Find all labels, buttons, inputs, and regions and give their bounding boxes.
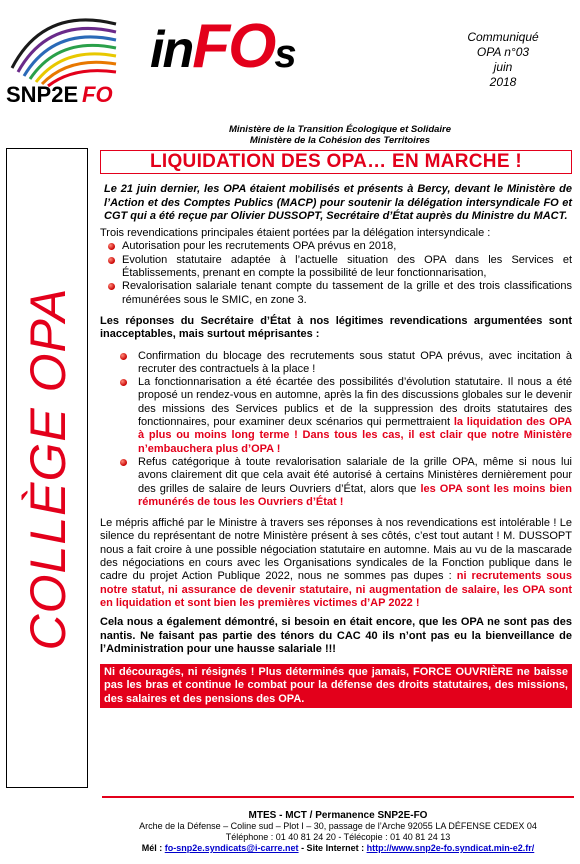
svg-text:FO: FO xyxy=(82,82,113,106)
brand-fo: FO xyxy=(192,12,275,81)
list-item: Confirmation du blocage des recrutements sous statut OPA prévus, avec incitation à recruter des contractuels à la place ! xyxy=(100,350,572,377)
footer-phone: Téléphone : 01 40 81 24 20 - Télécopie : 01 40 81 24 13 xyxy=(225,832,451,842)
svg-text:SNP2E: SNP2E xyxy=(6,82,79,106)
article xyxy=(100,150,572,708)
bullet-icon xyxy=(120,379,127,386)
college-sidebar xyxy=(6,148,88,788)
bullet-icon xyxy=(108,257,115,264)
brand-s: s xyxy=(274,32,295,76)
article-title: LIQUIDATION DES OPA… EN MARCHE ! xyxy=(100,150,572,174)
site-label: - Site Internet : xyxy=(298,843,367,853)
list-item: Revalorisation salariale tenant compte du tassement de la grille et des trois classifications rémunérées sous le SMIC, en zone 3. xyxy=(100,280,572,307)
footer-address: Arche de la Défense – Coline sud – Plot I – 30, passage de l’Arche 92055 LA DÉFENSE CEDEX 04 xyxy=(139,821,537,831)
list-item: Evolution statutaire adaptée à l’actuelle situation des OPA dans les Services et Établissements, prenant en compte la possibilité de leur fonctionnarisation, xyxy=(100,254,572,281)
college-label: COLLÈGE OPA xyxy=(20,287,76,651)
mail-label: Mél : xyxy=(141,843,165,853)
footer xyxy=(100,810,576,854)
communique-label: Communiqué xyxy=(467,30,539,44)
responses-lead: Les réponses du Secrétaire d’État à nos légitimes revendications argumentées sont inacceptables, mais surtout méprisantes : xyxy=(100,314,572,341)
ministries xyxy=(110,124,570,146)
claims-list xyxy=(100,240,572,306)
ministry-line-2: Ministère de la Cohésion des Territoires xyxy=(249,135,431,146)
list-item: La fonctionnarisation a été écartée des possibilités d’évolution statutaire. Il nous a été proposé un rendez-vous en automne, après la fin des discussions globales sur le devenir des missions des Services publics et de la suppression des droits statutaires des fonctionnaires, pour examiner deux scénarios qui permettraient la liquidation des OPA à plus ou moins long terme ! Dans tous les cas, il est clair que notre Ministère n’embauchera plus d’OPA ! xyxy=(100,376,572,456)
mail-link[interactable]: fo-snp2e.syndicats@i-carre.net xyxy=(164,843,299,853)
ministry-line-1: Ministère de la Transition Écologique et Solidaire xyxy=(228,124,452,135)
bullet-icon xyxy=(120,459,127,466)
communique-number: OPA n°03 xyxy=(476,45,530,59)
footer-divider xyxy=(102,796,574,798)
footer-contact xyxy=(100,843,576,854)
list-item: Refus catégorique à toute revalorisation salariale de la grille OPA, même si nous lui avons clairement dit que cela avait été autorisé à certains Ministères dernièrement pour des grilles de salaire de leurs Ouvriers d’État, alors que les OPA sont les moins bien rémunérés de tous les Ouvriers d’État ! xyxy=(100,456,572,509)
bullet-icon xyxy=(120,353,127,360)
contempt-paragraph: Le mépris affiché par le Ministre à travers ses réponses à nos revendications est intolérable ! Le silence du représentant de notre Ministère présent à ses côtés, c’est tout autant ! M. DUSSOPT nous a fait croire à une possible négociation statutaire en automne. Mais au vu de la mascarade des négociations en cours avec les Organisations syndicales de la Fonction publique dans le cadre du projet Action Publique 2022, nous ne sommes pas dupes : ni recrutements sous notre statut, ni assurance de devenir statutaire, ni augmentation de salaire, les OPA sont en liquidation et sont bien les premières victimes d’AP 2022 ! xyxy=(100,517,572,609)
conclusion-paragraph: Cela nous a également démontré, si besoin en était encore, que les OPA ne sont pas des nantis. Ne faisant pas partie des ténors du CAC 40 ils n’ont pas eu la bienveillance de l’Administration pour une hausse salariale !!! xyxy=(100,616,572,655)
intro-paragraph: Le 21 juin dernier, les OPA étaient mobilisés et présents à Bercy, devant le Ministère de l’Action et des Comptes Publics (MACP) pour soutenir la délégation intersyndicale FO et CGT qui a été reçue par Olivier DUSSOPT, Secrétaire d’État auprès du Ministre du MACT. xyxy=(104,183,572,222)
communique-month: juin xyxy=(493,60,513,74)
bullet-icon xyxy=(108,283,115,290)
brand-in: in xyxy=(150,21,193,79)
responses-list xyxy=(100,350,572,510)
final-callout: Ni découragés, ni résignés ! Plus déterminés que jamais, FORCE OUVRIÈRE ne baisse pas les bras et continue le combat pour la défense des droits statutaires, des missions, des salaires et des pensions des OPA. xyxy=(100,664,572,708)
newsletter-brand xyxy=(150,12,295,81)
communique-info xyxy=(448,30,558,90)
site-link[interactable]: http://www.snp2e-fo.syndicat.min-e2.fr/ xyxy=(366,843,535,853)
footer-title: MTES - MCT / Permanence SNP2E-FO xyxy=(248,810,428,821)
communique-year: 2018 xyxy=(489,75,517,89)
bullet-icon xyxy=(108,243,115,250)
claims-lead: Trois revendications principales étaient portées par la délégation intersyndicale : xyxy=(100,227,491,240)
snp2e-fo-logo xyxy=(4,6,124,106)
list-item: Autorisation pour les recrutements OPA prévus en 2018, xyxy=(100,240,572,253)
